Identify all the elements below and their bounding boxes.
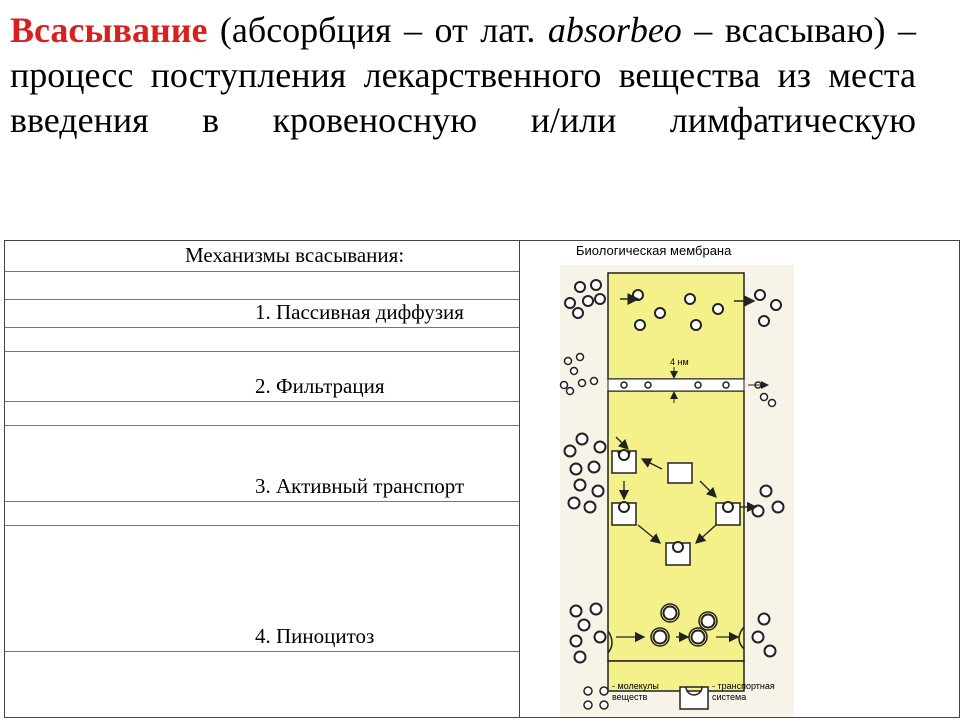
definition-paragraph — [10, 8, 916, 143]
table-header-row — [5, 241, 519, 271]
table-row — [5, 299, 519, 328]
definition-text-1: (абсорбция – от лат. — [207, 10, 548, 50]
legend-transport-label: - транспортная система — [712, 681, 775, 702]
absorption-mechanisms-table — [0, 240, 960, 720]
legend-molecules-label: - молекулы веществ — [612, 681, 659, 702]
membrane-diagram-cell — [520, 240, 960, 718]
mechanisms-column — [4, 240, 520, 718]
pore-size-label: 4 нм — [670, 357, 689, 367]
membrane-diagram — [520, 241, 960, 719]
definition-latin-word: absorbeo — [547, 10, 682, 50]
table-header: Механизмы всасывания: — [185, 243, 405, 267]
legend-molecules-box — [612, 681, 676, 715]
diagram-title: Биологическая мембрана — [576, 243, 732, 258]
table-row — [5, 651, 519, 718]
mechanism-pinocytosis: 4. Пиноцитоз — [255, 624, 375, 648]
mechanism-active-transport: 3. Активный транспорт — [255, 474, 465, 498]
table-row — [5, 525, 519, 652]
table-row — [5, 425, 519, 502]
mechanism-filtration: 2. Фильтрация — [255, 374, 385, 398]
table-row — [5, 327, 519, 352]
table-row — [5, 401, 519, 426]
definition-text-2: – всасываю) – процесс поступления лекарственного вещества из места введения в кровеносную и/или лимфатическую — [10, 10, 916, 140]
legend-transport-box — [712, 681, 792, 715]
table-row — [5, 351, 519, 402]
definition-term: Всасывание — [10, 10, 208, 50]
mechanism-passive-diffusion: 1. Пассивная диффузия — [255, 300, 464, 324]
table-row — [5, 271, 519, 300]
table-row — [5, 501, 519, 526]
